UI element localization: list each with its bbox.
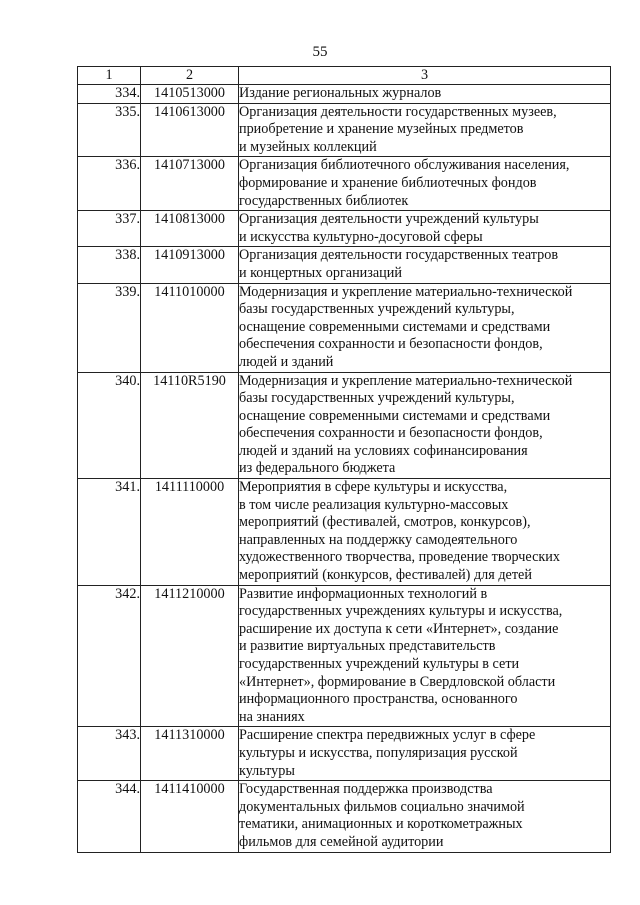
table-row	[78, 283, 611, 372]
description-line: тематики, анимационных и короткометражных	[239, 816, 523, 833]
row-number: 344.	[78, 781, 141, 852]
description-line: Организация деятельности государственных музеев,	[239, 103, 557, 120]
row-code: 1410713000	[141, 157, 239, 211]
table-header-row	[78, 67, 611, 85]
row-number: 342.	[78, 585, 141, 727]
description-line: направленных на поддержку самодеятельного	[239, 531, 518, 548]
row-code: 1410513000	[141, 85, 239, 104]
row-number: 341.	[78, 479, 141, 586]
row-number: 338.	[78, 247, 141, 283]
row-number: 339.	[78, 283, 141, 372]
description-line: формирование и хранение библиотечных фондов	[239, 174, 537, 191]
description-line: Расширение спектра передвижных услуг в сфере	[239, 727, 536, 744]
description-line: Модернизация и укрепление материально-технической	[239, 283, 573, 300]
description-line: и искусства культурно-досуговой сферы	[239, 228, 483, 245]
table-row	[78, 103, 611, 157]
description-line: в том числе реализация культурно-массовых	[239, 496, 509, 513]
description-line: людей и зданий на условиях софинансирования	[239, 442, 528, 459]
description-line: документальных фильмов социально значимой	[239, 798, 525, 815]
column-header-name: 3	[239, 67, 611, 85]
description-line: государственных учреждений культуры в сети	[239, 656, 520, 672]
column-header-code: 2	[141, 67, 239, 85]
row-description	[239, 585, 611, 727]
row-code: 1410613000	[141, 103, 239, 157]
description-line: приобретение и хранение музейных предметов	[239, 121, 524, 138]
description-line: расширение их доступа к сети «Интернет», создание	[239, 620, 559, 637]
description-line: оснащение современными системами и средствами	[239, 318, 551, 335]
description-line: Организация деятельности государственных театров	[239, 247, 559, 264]
budget-codes-table	[77, 66, 611, 853]
table-row	[78, 372, 611, 479]
description-line: художественного творчества, проведение творческих	[239, 549, 560, 566]
row-description	[239, 85, 611, 104]
table-row	[78, 157, 611, 211]
description-line: государственных библиотек	[239, 192, 409, 209]
row-code: 1411410000	[141, 781, 239, 852]
description-line: фильмов для семейной аудитории	[239, 833, 444, 850]
row-description	[239, 211, 611, 247]
table-row	[78, 211, 611, 247]
page-number: 55	[312, 44, 328, 60]
row-number: 336.	[78, 157, 141, 211]
description-line: «Интернет», формирование в Свердловской области	[239, 673, 556, 690]
description-line: и музейных коллекций	[239, 138, 377, 155]
description-line: мероприятий (фестивалей, смотров, конкурсов),	[239, 514, 531, 531]
description-line: Государственная поддержка производства	[239, 781, 493, 798]
row-description	[239, 727, 611, 781]
description-line: культуры	[239, 762, 295, 779]
row-number: 337.	[78, 211, 141, 247]
description-line: и концертных организаций	[239, 264, 402, 281]
row-number: 335.	[78, 103, 141, 157]
description-line: культуры и искусства, популяризация русской	[239, 744, 518, 761]
row-description	[239, 283, 611, 372]
row-description	[239, 247, 611, 283]
description-line: обеспечения сохранности и безопасности фондов,	[239, 425, 543, 442]
description-line: Организация библиотечного обслуживания населения,	[239, 157, 570, 174]
row-number: 343.	[78, 727, 141, 781]
table-row	[78, 585, 611, 727]
table-row	[78, 781, 611, 852]
description-line: информационного пространства, основанного	[239, 691, 518, 708]
column-header-number: 1	[78, 67, 141, 85]
description-line: Издание региональных журналов	[239, 85, 442, 101]
row-code: 1411110000	[141, 479, 239, 586]
row-description	[239, 781, 611, 852]
description-line: Модернизация и укрепление материально-технической	[239, 372, 573, 389]
description-line: базы государственных учреждений культуры,	[239, 301, 515, 318]
description-line: мероприятий (конкурсов, фестивалей) для детей	[239, 567, 532, 584]
description-line: Мероприятия в сфере культуры и искусства,	[239, 479, 508, 496]
description-line: из федерального бюджета	[239, 460, 396, 477]
row-code: 1411310000	[141, 727, 239, 781]
row-number: 340.	[78, 372, 141, 479]
row-description	[239, 157, 611, 211]
table-row	[78, 85, 611, 104]
row-description	[239, 103, 611, 157]
description-line: обеспечения сохранности и безопасности фондов,	[239, 336, 543, 353]
description-line: на знаниях	[239, 708, 305, 725]
row-code: 1410913000	[141, 247, 239, 283]
description-line: государственных учреждениях культуры и искусства,	[239, 603, 563, 620]
description-line: Развитие информационных технологий в	[239, 585, 488, 602]
row-code: 1411210000	[141, 585, 239, 727]
row-description	[239, 479, 611, 586]
description-line: оснащение современными системами и средствами	[239, 407, 551, 424]
row-number: 334.	[78, 85, 141, 104]
description-line: Организация деятельности учреждений культуры	[239, 211, 539, 228]
table-row	[78, 479, 611, 586]
table-row	[78, 247, 611, 283]
description-line: базы государственных учреждений культуры,	[239, 390, 515, 407]
table-row	[78, 727, 611, 781]
description-line: и развитие виртуальных представительств	[239, 638, 496, 655]
row-code: 1410813000	[141, 211, 239, 247]
row-description	[239, 372, 611, 479]
row-code: 14110R5190	[141, 372, 239, 479]
row-code: 1411010000	[141, 283, 239, 372]
description-line: людей и зданий	[239, 353, 334, 370]
